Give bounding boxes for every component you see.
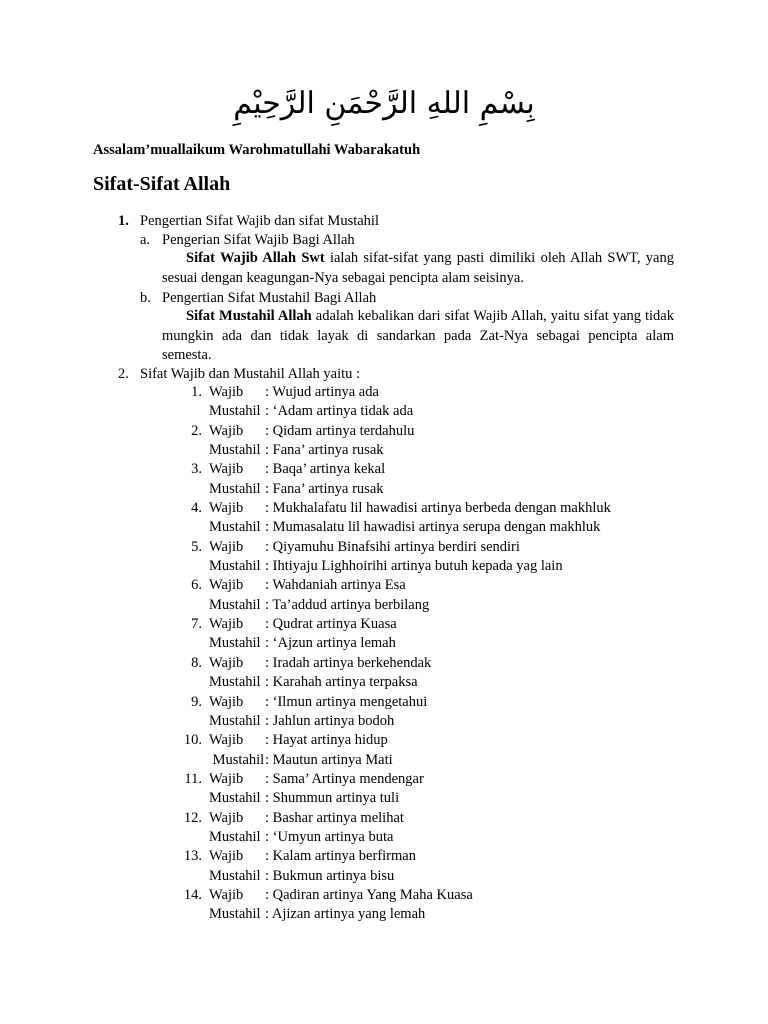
item-kind: Mustahil bbox=[209, 906, 261, 923]
list-item bbox=[0, 422, 768, 441]
item-value: : Sama’ Artinya mendengar bbox=[265, 770, 424, 787]
item-value: : Bukmun artinya bisu bbox=[265, 867, 395, 884]
sifat-list bbox=[0, 383, 768, 925]
item-kind: Wajib bbox=[209, 654, 244, 671]
list-item bbox=[0, 460, 768, 479]
item-number: 3. bbox=[191, 461, 202, 478]
item-number: 8. bbox=[191, 654, 202, 671]
item-kind: Wajib bbox=[209, 693, 244, 710]
item-value: : Qidam artinya terdahulu bbox=[265, 422, 415, 439]
item-kind: Wajib bbox=[209, 616, 244, 633]
list-item bbox=[0, 538, 768, 557]
item-kind: Mustahil bbox=[209, 519, 261, 536]
item-value: : Kalam artinya berfirman bbox=[265, 848, 416, 865]
item-number: 14. bbox=[183, 886, 202, 903]
item-number: 13. bbox=[183, 848, 202, 865]
item-number: 9. bbox=[191, 693, 202, 710]
item-value: : ‘Ilmun artinya mengetahui bbox=[265, 693, 428, 710]
item-value: : Hayat artinya hidup bbox=[265, 732, 388, 749]
item-kind: Mustahil bbox=[209, 596, 261, 613]
list-item bbox=[0, 809, 768, 828]
item-kind: Mustahil bbox=[209, 442, 261, 459]
item-value: : Fana’ artinya rusak bbox=[265, 442, 384, 459]
list-item bbox=[0, 557, 768, 576]
list-item bbox=[0, 383, 768, 402]
item-kind: Wajib bbox=[209, 809, 244, 826]
subsection-b-text: adalah kebalikan dari sifat Wajib Allah, yaitu sifat yang tidak mungkin ada dan tidak layak di sandarkan pada Zat-Nya sebagai pencipta alam semesta. bbox=[162, 308, 674, 363]
subsection-b-heading: Pengertian Sifat Mustahil Bagi Allah bbox=[162, 290, 377, 306]
item-kind: Wajib bbox=[209, 500, 244, 517]
item-value: : Baqa’ artinya kekal bbox=[265, 461, 386, 478]
item-kind: Mustahil bbox=[209, 635, 261, 652]
section-2-heading: Sifat Wajib dan Mustahil Allah yaitu : bbox=[140, 366, 361, 382]
item-kind: Mustahil bbox=[209, 480, 261, 497]
list-item bbox=[0, 828, 768, 847]
item-number: 2. bbox=[191, 422, 202, 439]
item-kind: Wajib bbox=[209, 422, 244, 439]
item-value: : Shummun artinya tuli bbox=[265, 790, 400, 807]
list-item bbox=[0, 789, 768, 808]
item-kind: Wajib bbox=[209, 461, 244, 478]
item-value: : Ajizan artinya yang lemah bbox=[265, 906, 426, 923]
item-kind: Wajib bbox=[209, 732, 244, 749]
subsection-a-text: ialah sifat-sifat yang pasti dimiliki oleh Allah SWT, yang sesuai dengan keagungan-Nya sebagai pencipta alam seisinya. bbox=[162, 250, 674, 286]
item-number: 6. bbox=[191, 577, 202, 594]
list-item bbox=[0, 441, 768, 460]
item-value: : Wujud artinya ada bbox=[265, 384, 379, 400]
list-item bbox=[0, 731, 768, 750]
item-number: 12. bbox=[183, 809, 202, 826]
list-item bbox=[0, 615, 768, 634]
item-kind: Mustahil bbox=[209, 790, 261, 807]
list-item bbox=[0, 654, 768, 673]
item-number: 4. bbox=[191, 500, 202, 517]
list-item bbox=[0, 905, 768, 924]
list-item bbox=[0, 847, 768, 866]
list-item bbox=[0, 402, 768, 421]
list-item bbox=[0, 480, 768, 499]
item-number: 11. bbox=[184, 770, 202, 787]
item-value: : ‘Adam artinya tidak ada bbox=[265, 403, 414, 420]
section-1-heading: Pengertian Sifat Wajib dan sifat Mustahil bbox=[140, 213, 379, 229]
subsection-b-paragraph bbox=[162, 307, 674, 366]
item-number: 7. bbox=[191, 616, 202, 633]
greeting: Assalam’muallaikum Warohmatullahi Wabarakatuh bbox=[93, 142, 421, 158]
item-kind: Mustahil bbox=[209, 751, 265, 768]
item-value: : Qiyamuhu Binafsihi artinya berdiri sendiri bbox=[265, 538, 520, 555]
subsection-a-paragraph bbox=[162, 249, 674, 288]
item-value: : Mumasalatu lil hawadisi artinya serupa dengan makhluk bbox=[265, 519, 601, 536]
subsection-b-term: Sifat Mustahil Allah bbox=[186, 308, 312, 324]
item-value: : Qadiran artinya Yang Maha Kuasa bbox=[265, 886, 473, 903]
section-2-number: 2. bbox=[118, 366, 129, 382]
list-item bbox=[0, 596, 768, 615]
list-item bbox=[0, 867, 768, 886]
section-1-number: 1. bbox=[118, 213, 129, 229]
item-number: 5. bbox=[191, 538, 202, 555]
subsection-b-label: b. bbox=[140, 290, 151, 306]
item-number: 10. bbox=[183, 732, 202, 749]
item-value: : ‘Ajzun artinya lemah bbox=[265, 635, 396, 652]
list-item bbox=[0, 518, 768, 537]
item-kind: Wajib bbox=[209, 886, 244, 903]
item-kind: Mustahil bbox=[209, 403, 261, 420]
list-item bbox=[0, 693, 768, 712]
item-value: : Ihtiyaju Lighhoirihi artinya butuh kepada yag lain bbox=[265, 558, 563, 575]
item-value: : Mautun artinya Mati bbox=[265, 751, 393, 768]
item-value: : Mukhalafatu lil hawadisi artinya berbeda dengan makhluk bbox=[265, 500, 611, 517]
item-number: 1. bbox=[191, 384, 202, 400]
item-kind: Mustahil bbox=[209, 712, 261, 729]
item-value: : Jahlun artinya bodoh bbox=[265, 712, 395, 729]
subsection-a-label: a. bbox=[140, 232, 151, 248]
subsection-a-heading: Pengerian Sifat Wajib Bagi Allah bbox=[162, 232, 355, 248]
item-value: : ‘Umyun artinya buta bbox=[265, 828, 394, 845]
item-kind: Wajib bbox=[209, 538, 244, 555]
list-item bbox=[0, 673, 768, 692]
list-item bbox=[0, 751, 768, 770]
item-kind: Mustahil bbox=[209, 558, 261, 575]
list-item bbox=[0, 886, 768, 905]
item-kind: Wajib bbox=[209, 770, 244, 787]
list-item bbox=[0, 499, 768, 518]
list-item bbox=[0, 576, 768, 595]
item-value: : Wahdaniah artinya Esa bbox=[265, 577, 406, 594]
item-value: : Ta’addud artinya berbilang bbox=[265, 596, 430, 613]
item-value: : Iradah artinya berkehendak bbox=[265, 654, 432, 671]
item-kind: Mustahil bbox=[209, 828, 261, 845]
item-kind: Wajib bbox=[209, 384, 244, 400]
list-item bbox=[0, 634, 768, 653]
page-title: Sifat-Sifat Allah bbox=[93, 173, 231, 195]
item-value: : Bashar artinya melihat bbox=[265, 809, 404, 826]
item-kind: Mustahil bbox=[209, 674, 261, 691]
list-item bbox=[0, 712, 768, 731]
bismillah-calligraphy: بِسْمِ اللهِ الرَّحْمَنِ الرَّحِيْمِ bbox=[233, 86, 535, 121]
item-value: : Qudrat artinya Kuasa bbox=[265, 616, 397, 633]
item-kind: Mustahil bbox=[209, 867, 261, 884]
item-value: : Karahah artinya terpaksa bbox=[265, 674, 418, 691]
item-kind: Wajib bbox=[209, 848, 244, 865]
subsection-a-term: Sifat Wajib Allah Swt bbox=[186, 250, 325, 266]
item-kind: Wajib bbox=[209, 577, 244, 594]
item-value: : Fana’ artinya rusak bbox=[265, 480, 384, 497]
list-item bbox=[0, 770, 768, 789]
